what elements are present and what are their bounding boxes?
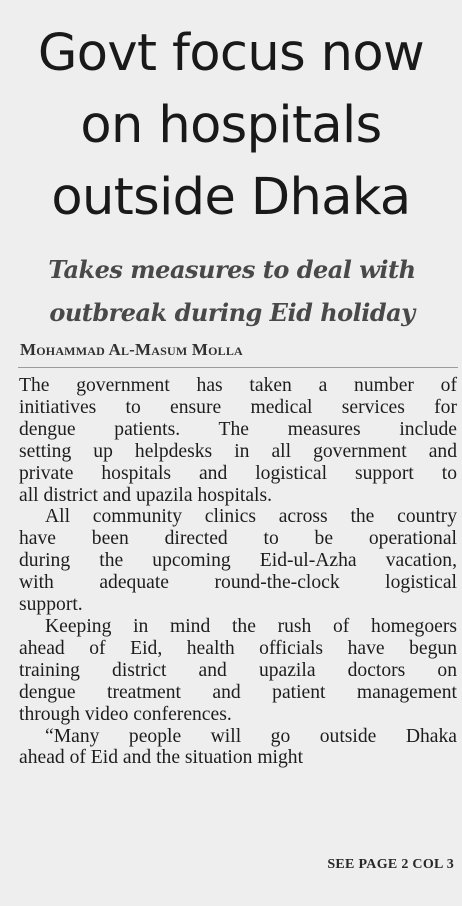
subheadline <box>4 248 460 334</box>
text-line: dengue treatment and patient management <box>19 681 457 703</box>
headline <box>0 18 462 234</box>
text-line: through video conferences. <box>19 703 232 725</box>
text-line: private hospitals and logistical support to <box>19 462 457 484</box>
text-line: All community clinics across the country <box>45 506 457 528</box>
headline-line: Govt focus now <box>37 24 425 83</box>
text-line: have been directed to be operational <box>19 528 457 550</box>
text-line: all district and upazila hospitals. <box>19 484 273 506</box>
article-paragraph <box>19 506 457 616</box>
text-line: The government has taken a number of <box>19 375 457 396</box>
text-line: during the upcoming Eid-ul-Azha vacation, <box>19 550 457 572</box>
subheadline-line: Takes measures to deal with <box>48 255 416 284</box>
text-line: ahead of Eid, health officials have begun <box>19 637 457 659</box>
text-line: initiatives to ensure medical services for <box>19 396 457 418</box>
article-paragraph <box>19 726 457 770</box>
text-line: “Many people will go outside Dhaka <box>45 725 457 747</box>
headline-line: on hospitals <box>80 96 382 155</box>
text-line: support. <box>19 594 83 616</box>
subheadline-line: outbreak during Eid holiday <box>49 298 415 327</box>
text-line: with adequate round-the-clock logistical <box>19 572 457 594</box>
headline-line: outside Dhaka <box>51 168 411 227</box>
article-body <box>19 375 457 769</box>
text-line: Keeping in mind the rush of homegoers <box>45 615 457 637</box>
byline: Mohammad Al-Masum Molla <box>20 340 243 359</box>
article-paragraph <box>19 375 457 506</box>
text-line: ahead of Eid and the situation might <box>19 747 304 769</box>
text-line: training district and upazila doctors on <box>19 659 457 681</box>
article-paragraph <box>19 616 457 726</box>
text-line: setting up helpdesks in all government and <box>19 440 457 462</box>
text-line: dengue patients. The measures include <box>19 418 457 440</box>
continuation-note: SEE PAGE 2 COL 3 <box>327 857 454 872</box>
byline-divider <box>18 367 458 368</box>
